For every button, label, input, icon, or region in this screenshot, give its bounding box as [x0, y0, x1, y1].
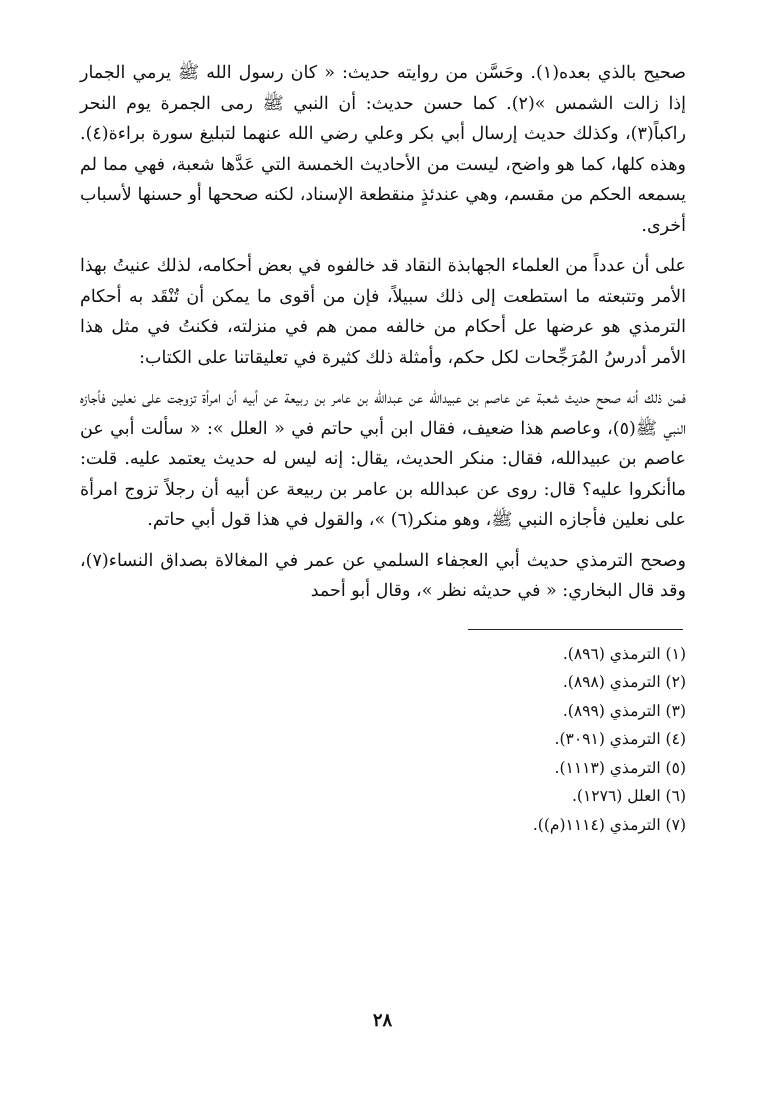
page [80, 58, 686, 1058]
body-paragraph-1: صحيح بالذي بعده(١). وحَسَّن من روايته حديث: « كان رسول الله ﷺ يرمي الجمار إذا زالت الشمس »(٢). كما حسن حديث: أن النبي ﷺ رمى الجمرة يوم النحر راكباً(٣)، وكذلك حديث إرسال أبي بكر وعلي رضي الله عنهما لتبليغ سورة براءة(٤). وهذه كلها، كما هو واضح، ليست من الأحاديث الخمسة التي عَدَّها شعبة، فهي مما لم يسمعه الحكم من مقسم، وهي عندئذٍ منقطعة الإسناد، لكنه صححها أو حسنها لأسباب أخرى. [80, 63, 687, 236]
footnote-4: (٤) الترمذي (٣٠٩١). [554, 730, 686, 748]
footnotes-list [80, 640, 686, 840]
body-paragraph-3: فمن ذلك أنه صحح حديث شعبة عن عاصم بن عبيدالله عن عبدالله بن عامر بن ربيعة عن أبيه أن امرأة تزوجت على نعلين فأجازه النبي ﷺ(٥)، وعاصم هذا ضعيف، فقال ابن أبي حاتم في « العلل »: « سألت أبي عن عاصم بن عبيدالله، فقال: منكر الحديث، يقال: إنه ليس له حديث يعتمد عليه. قلت: ماأنكروا عليه؟ قال: روى عن عبدالله بن عامر بن ربيعة عن أبيه أن رجلاً تزوج امرأة على نعلين فأجازه النبي ﷺ، وهو منكر(٦) »، والقول في هذا قول أبي حاتم. [80, 388, 686, 530]
body-paragraph-4: وصحح الترمذي حديث أبي العجفاء السلمي عن عمر في المغالاة بصداق النساء(٧)، وقد قال البخاري: « في حديثه نظر »، وقال أبو أحمد [80, 550, 686, 601]
footnote-5: (٥) الترمذي (١١١٣). [554, 758, 686, 777]
footnote-divider [468, 629, 683, 630]
footnote-3: (٣) الترمذي (٨٩٩). [562, 701, 686, 720]
body-paragraph-2: على أن عدداً من العلماء الجهابذة النقاد قد خالفوه في بعض أحكامه، لذلك عنيتُ بهذا الأمر وتتبعته ما استطعت إلى ذلك سبيلاً، فإن من أقوى ما يمكن أن تُنْقَد به أحكام الترمذي هو عرضها عل أحكام من خالفه ممن هم في منزلته، فكنتُ في مثل هذا الأمر أدرسُ المُرَجِّحات لكل حكم، وأمثلة ذلك كثيرة في تعليقاتنا على الكتاب: [80, 256, 686, 368]
page-number: ٢٨ [372, 1010, 393, 1031]
footnote-2: (٢) الترمذي (٨٩٨). [562, 673, 686, 691]
footnote-7: (٧) الترمذي (١١١٤(م)). [532, 815, 686, 834]
footnote-6: (٦) العلل (١٢٧٦). [571, 787, 686, 805]
footnote-1: (١) الترمذي (٨٩٦). [562, 644, 686, 663]
